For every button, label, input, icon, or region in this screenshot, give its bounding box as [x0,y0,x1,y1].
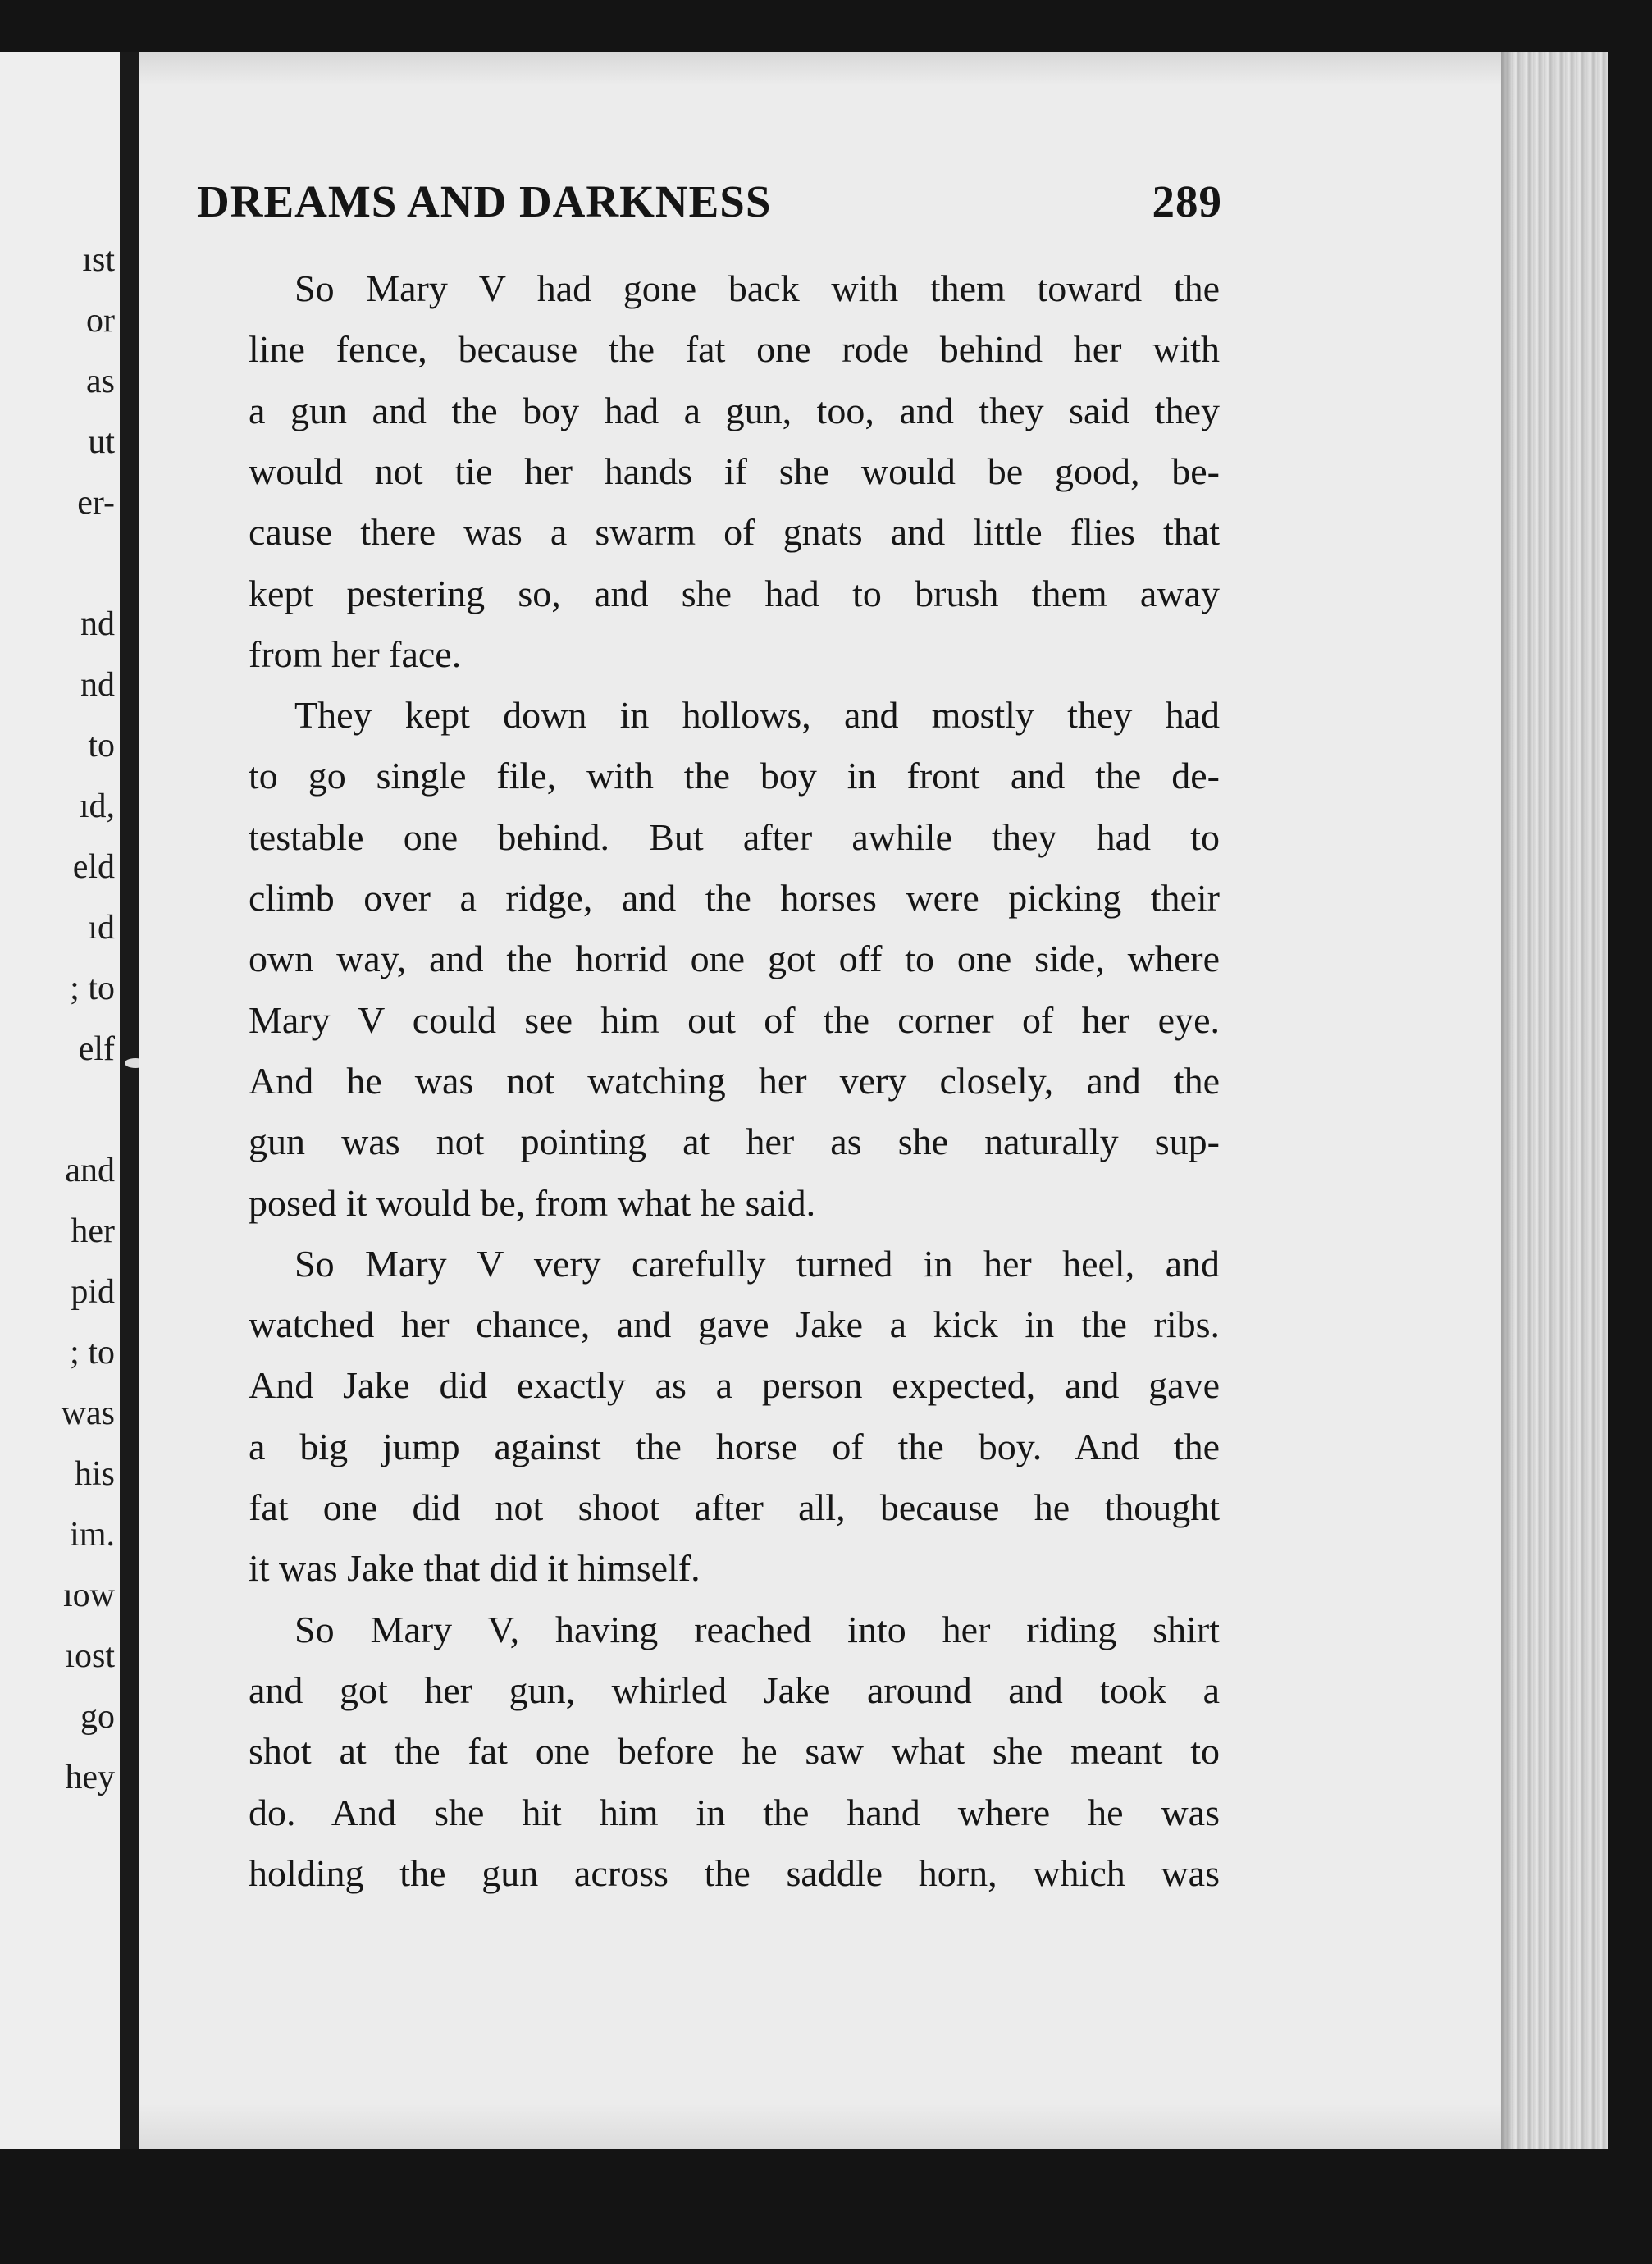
facing-page-line: im. [70,1516,115,1554]
facing-page-line: eld [72,848,115,886]
facing-page-line: ; to [70,970,115,1007]
facing-page-line: as [86,363,115,400]
facing-page-line: his [74,1455,115,1493]
facing-page-line: her [71,1212,115,1250]
text-line: and got her gun, whirled Jake around and took a [249,1669,1220,1711]
facing-page-line: pid [71,1273,115,1311]
text-line: climb over a ridge, and the horses were picking their [249,877,1220,919]
facing-page-line: ıd, [79,787,115,825]
page-number: 289 [1152,176,1222,226]
page-fore-edge [1501,52,1608,2149]
facing-page-line: nd [80,605,115,643]
facing-page-fragment [0,52,120,2149]
text-line: would not tie her hands if she would be good, be- [249,450,1220,492]
text-line: gun was not pointing at her as she naturally sup- [249,1121,1220,1162]
text-line: cause there was a swarm of gnats and little flies that [249,511,1220,553]
facing-page-line: ıd [88,909,115,947]
facing-page-line: and [65,1152,115,1189]
facing-page-line: er- [77,484,115,522]
facing-page-line: elf [78,1030,115,1068]
text-line: shot at the fat one before he saw what she meant to [249,1730,1220,1772]
facing-page-line: go [80,1698,115,1736]
text-line: They kept down in hollows, and mostly they had [294,694,1220,736]
facing-page-line: hey [65,1759,115,1796]
text-line: from her face. [249,633,462,675]
text-line: a big jump against the horse of the boy. And the [249,1426,1220,1467]
text-line: So Mary V very carefully turned in her heel, and [294,1243,1220,1285]
facing-page-line: to [88,727,115,765]
running-head: DREAMS AND DARKNESS [197,176,772,226]
text-line: it was Jake that did it himself. [249,1547,701,1589]
text-line: So Mary V had gone back with them toward the [294,267,1220,309]
facing-page-line: or [86,302,115,340]
text-line: posed it would be, from what he said. [249,1182,816,1224]
text-line: to go single file, with the boy in front and the de- [249,755,1220,797]
text-line: line fence, because the fat one rode behind her with [249,328,1220,370]
facing-page-line: nd [80,666,115,704]
text-line: watched her chance, and gave Jake a kick in the ribs. [249,1303,1220,1345]
facing-page-line: ut [88,423,115,461]
text-line: So Mary V, having reached into her riding shirt [294,1609,1220,1650]
text-line: Mary V could see him out of the corner of her eye. [249,999,1220,1041]
text-line: a gun and the boy had a gun, too, and they said they [249,390,1220,431]
facing-page-line: ; to [70,1334,115,1372]
text-line: And he was not watching her very closely, and the [249,1060,1220,1102]
facing-page-line: ıow [63,1577,115,1614]
facing-page-line: ıost [65,1637,115,1675]
text-line: do. And she hit him in the hand where he was [249,1792,1220,1833]
fore-edge-shadow [1501,52,1513,2149]
book-gutter [120,52,139,2149]
facing-page-line: was [61,1394,115,1432]
text-line: And Jake did exactly as a person expected, and gave [249,1364,1220,1406]
facing-page-line: ıst [82,241,115,279]
page-header [197,176,1222,225]
text-line: kept pestering so, and she had to brush them away [249,573,1220,614]
text-line: fat one did not shoot after all, because he thought [249,1486,1220,1528]
text-line: testable one behind. But after awhile they had to [249,816,1220,858]
text-line: own way, and the horrid one got off to one side, where [249,938,1220,979]
text-line: holding the gun across the saddle horn, which was [249,1852,1220,1894]
